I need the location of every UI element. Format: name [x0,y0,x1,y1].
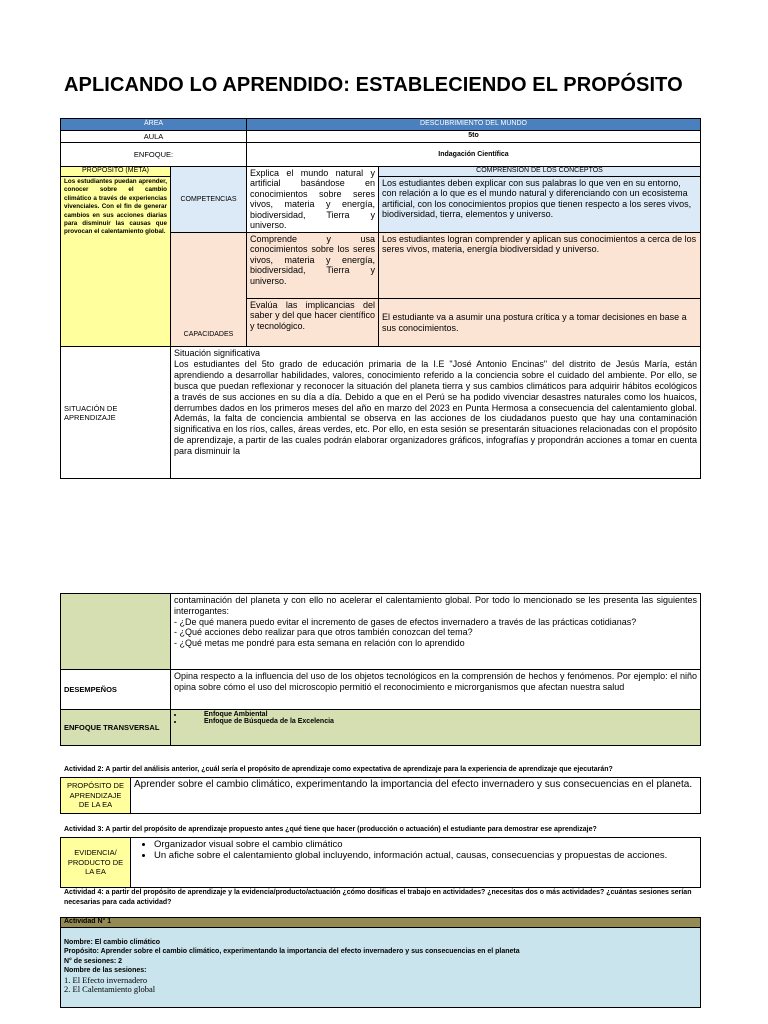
desempenos-text: Opina respecto a la influencia del uso de los objetos tecnológicos en la comprensión de hechos y fenómenos. Por ejemplo: el niño opina sobre cómo el uso del microscopio permitió el reconocimiento e microrganismos que afectan nuestra salud [171,670,701,710]
actividad4-header: Actividad N° 1 [61,918,701,928]
actividad2-text: Aprender sobre el cambio climático, experimentando la importancia del efecto invernadero y sus consecuencias en el planeta. [131,778,701,814]
evidencia-item: • Organizador visual sobre el cambio climático [154,839,697,850]
question-item: - ¿Qué metas me pondré para esta semana en relación con lo aprendido [174,638,465,649]
situacion-text: Los estudiantes del 5to grado de educación primaria de la I.E "José Antonio Encinas" del distrito de Jesús María, están aprendiendo a desarrollar habilidades, valores, conocimiento referido a la conciencia sobre el cuidado del ambiente. Por ello, se busca que puedan reflexionar y reconocer la situación del planeta tierra y sus cambios climáticos para adquirir hábitos ecológicos a través de sus acciones en su día a día. Debido a que en el Perú se ha podido vivenciar desastres naturales como los huaicos, derrumbes dados en los primeros meses del año en marzo del 2023 en Punta Hermosa a consecuencia del calentamiento global. Además, la falta de conciencia ambiental se observa en las acciones de los ciudadanos puesto que hay una contaminación significativa en los ríos, calles, áreas verdes, etc. Por ello, en esta sesión se presentarán situaciones relacionadas con el propósito de aprendizaje, a partir de las cuales podrán elaborar organizadores gráficos, infografías y propondrán acciones a tomar en cuenta para disminuir la [174,358,697,457]
actividad2-label: PROPÓSITO DE APRENDIZAJE DE LA EA [61,778,131,814]
transversal-label: ENFOQUE TRANSVERSAL [61,710,171,746]
sesion-item: 2. El Calentamiento global [64,984,156,995]
situacion-continued [171,594,701,670]
actividad4-table [60,917,701,1008]
competencias-text: Explica el mundo natural y artificial basándose en conocimientos sobre seres vivos, materia y energía, biodiversidad, Tierra y universo. [247,167,379,233]
area-label: ÁREA [61,119,247,131]
actividad4-sesiones: N° de sesiones: 2 [64,957,123,965]
proposito-text: Los estudiantes puedan aprender, conocer sobre el cambio climático a través de experiencias vivenciales. Con el fin de generar cambios en sus acciones diarias para disminuir las causas que provocan el calentamiento global. [61,177,171,347]
actividad3-list-cell [131,838,701,888]
sesion-item: 1. El Efecto invernadero [64,974,148,985]
actividad3-label: EVIDENCIA/ PRODUCTO DE LA EA [61,838,131,888]
capacidad2-text: Evalúa las implicancias del saber y del que hacer científico y tecnológico. [247,299,379,347]
transversal-item: • Enfoque Ambiental [184,711,697,718]
capacidad2-comprension: El estudiante va a asumir una postura crítica y a tomar decisiones en base a sus conocimientos. [379,299,701,347]
transversal-item: • Enfoque de Búsqueda de la Excelencia [184,718,697,725]
planning-table [60,118,701,479]
actividad4-nombre: Nombre: El cambio climático [64,939,161,946]
actividad4-body [61,928,701,1008]
question-item: - ¿Qué acciones debo realizar para que otros también conozcan del tema? [174,627,473,638]
enfoque-label: ENFOQUE: [61,143,247,167]
actividad3-table [60,837,701,888]
situacion-continued-label-cell [61,594,171,670]
aula-value: 5to [247,131,701,143]
situacion-label: SITUACIÓN DE APRENDIZAJE [61,347,171,479]
page-title: APLICANDO LO APRENDIDO: ESTABLECIENDO EL PROPÓSITO [64,74,683,96]
evidencia-item: • Un afiche sobre el calentamiento global incluyendo, información actual, causas, consecuencias y propuestas de acciones. [154,850,697,861]
actividad2-table [60,777,701,814]
question-item: - ¿De qué manera puedo evitar el incremento de gases de efectos invernadero a través de las prácticas cotidianas? [174,616,637,627]
desempenos-label: DESEMPEÑOS [61,670,171,710]
aula-label: AULA [61,131,247,143]
enfoque-value: Indagación Científica [247,143,701,167]
transversal-list-cell [171,710,701,746]
actividad4-nombres-sesiones: Nombre de las sesiones: [64,967,147,975]
continuation-text: contaminación del planeta y con ello no acelerar el calentamiento global. Por todo lo mencionado se les presenta las siguientes interrogantes: [174,595,697,616]
capacidades-label: CAPACIDADES [171,233,247,347]
competencias-comprension: Los estudiantes deben explicar con sus palabras lo que ven en su entorno, con relación a lo que es el mundo natural y diferenciando con un ecosistema artificial, con los conocimientos propios que tienen respecto a los seres vivos, biodiversidad, tierra, elementos y universo. [379,177,701,233]
actividad4-caption: Actividad 4: a partir del propósito de aprendizaje y la evidencia/producto/actuación ¿cómo dosificas el trabajo en actividades? ¿necesitas dos o más actividades? ¿cuántas sesiones serían necesarias para cada actividad? [64,889,692,906]
competencias-label: COMPETENCIAS [171,167,247,233]
capacidad1-text: Comprende y usa conocimientos sobre los seres vivos, materia y energía, biodiversidad, Tierra y universo. [247,233,379,299]
actividad4-proposito: Propósito: Aprender sobre el cambio climático, experimentando la importancia del efecto invernadero y sus consecuencias en el planeta [64,948,520,956]
continuation-table [60,593,701,746]
actividad2-caption: Actividad 2: A partir del análisis anterior, ¿cuál sería el propósito de aprendizaje como expectativa de aprendizaje para la experiencia de aprendizaje que ejecutarán? [64,766,613,773]
area-value: DESCUBRIMIENTO DEL MUNDO [247,119,701,131]
situacion-cell [171,347,701,479]
actividad3-caption: Actividad 3: A partir del propósito de aprendizaje propuesto antes ¿qué tiene que hacer (producción o actuación) el estudiante para demostrar ese aprendizaje? [64,826,597,833]
comprension-header: COMPRENSIÓN DE LOS CONCEPTOS [379,167,701,177]
situacion-title: Situación significativa [174,348,261,358]
capacidad1-comprension: Los estudiantes logran comprender y aplican sus conocimientos a cerca de los seres vivos, materia, energía biodiversidad y universo. [379,233,701,299]
proposito-header: PROPÓSITO (META) [61,167,171,177]
